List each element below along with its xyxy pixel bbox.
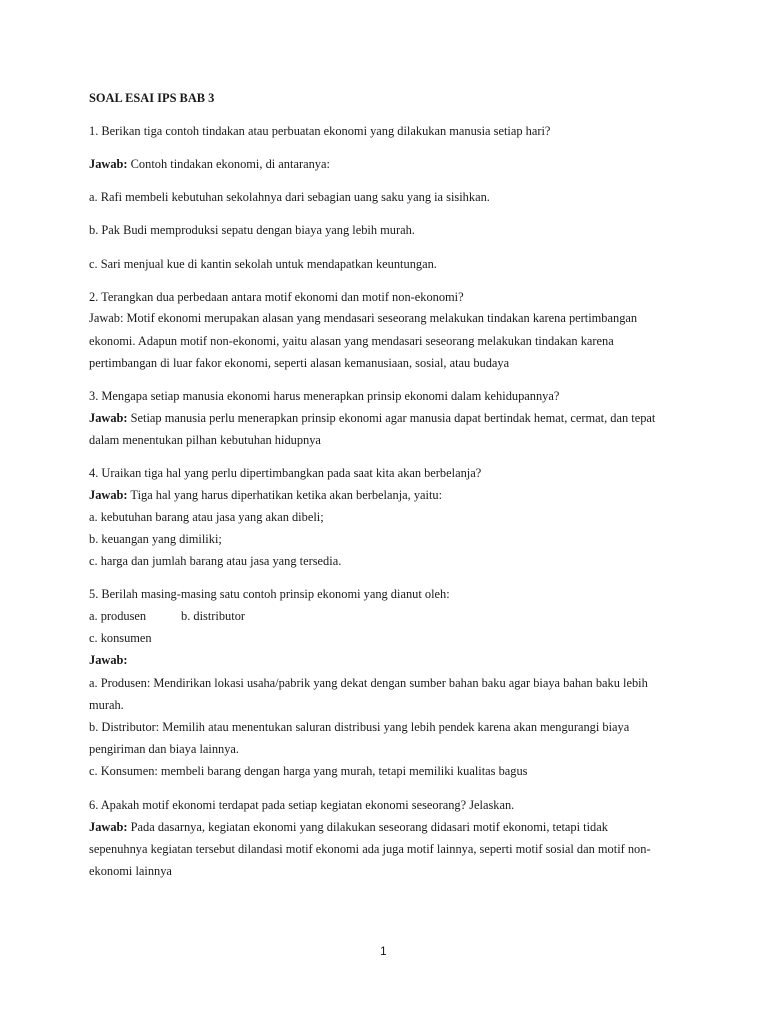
- answer-5-label: Jawab:: [89, 653, 128, 667]
- answer-2-line-1: Jawab: Motif ekonomi merupakan alasan yang mendasari seseorang melakukan tindakan karena pertimbangan: [89, 311, 638, 325]
- answer-2-line-2: ekonomi. Adapun motif non-ekonomi, yaitu alasan yang mendasari seseorang melakukan tindakan karena: [89, 334, 614, 348]
- answer-4-item-c: c. harga dan jumlah barang atau jasa yang tersedia.: [89, 554, 342, 568]
- question-3: 3. Mengapa setiap manusia ekonomi harus menerapkan prinsip ekonomi dalam kehidupannya?: [89, 389, 560, 403]
- answer-4-intro: Jawab: Tiga hal yang harus diperhatikan ketika akan berbelanja, yaitu:: [89, 488, 443, 502]
- answer-5-b-line-2: pengiriman dan biaya lainnya.: [89, 742, 240, 756]
- document-title: SOAL ESAI IPS BAB 3: [89, 91, 215, 105]
- answer-label: Jawab:: [89, 157, 128, 171]
- answer-label: Jawab:: [89, 820, 128, 834]
- question-6: 6. Apakah motif ekonomi terdapat pada setiap kegiatan ekonomi seseorang? Jelaskan.: [89, 798, 515, 812]
- question-2: 2. Terangkan dua perbedaan antara motif ekonomi dan motif non-ekonomi?: [89, 290, 464, 304]
- answer-5-b-line-1: b. Distributor: Memilih atau menentukan saluran distribusi yang lebih pendek karena akan mengurangi biaya: [89, 720, 630, 734]
- answer-6-line-1: Jawab: Pada dasarnya, kegiatan ekonomi yang dilakukan seseorang didasari motif ekonomi, tetapi tidak: [89, 820, 608, 834]
- answer-1-item-a: a. Rafi membeli kebutuhan sekolahnya dari sebagian uang saku yang ia sisihkan.: [89, 190, 490, 204]
- answer-5-a-line-1: a. Produsen: Mendirikan lokasi usaha/pabrik yang dekat dengan sumber bahan baku agar biaya bahan baku lebih: [89, 676, 648, 690]
- answer-5-a-line-2: murah.: [89, 698, 124, 712]
- answer-4-item-b: b. keuangan yang dimiliki;: [89, 532, 222, 546]
- answer-2-line-3: pertimbangan di luar fakor ekonomi, seperti alasan kemanusiaan, sosial, atau budaya: [89, 356, 510, 370]
- answer-3-line-2: dalam menentukan pilhan kebutuhan hidupnya: [89, 433, 321, 447]
- question-4: 4. Uraikan tiga hal yang perlu dipertimbangkan pada saat kita akan berbelanja?: [89, 466, 482, 480]
- answer-1-item-c: c. Sari menjual kue di kantin sekolah untuk mendapatkan keuntungan.: [89, 257, 437, 271]
- answer-6-line-2: sepenuhnya kegiatan tersebut dilandasi motif ekonomi ada juga motif lainnya, seperti motif sosial dan motif non-: [89, 842, 651, 856]
- option-c: c. konsumen: [89, 631, 152, 645]
- page-number: 1: [380, 944, 387, 958]
- question-5-options: [89, 609, 245, 624]
- option-b: b. distributor: [181, 609, 246, 623]
- answer-3-line-1: Jawab: Setiap manusia perlu menerapkan prinsip ekonomi agar manusia dapat bertindak hemat, cermat, dan tepat: [89, 411, 656, 425]
- question-1: 1. Berikan tiga contoh tindakan atau perbuatan ekonomi yang dilakukan manusia setiap hari?: [89, 124, 551, 138]
- answer-label: Jawab:: [89, 411, 128, 425]
- answer-1-intro: Jawab: Contoh tindakan ekonomi, di antaranya:: [89, 157, 330, 171]
- answer-1-item-b: b. Pak Budi memproduksi sepatu dengan biaya yang lebih murah.: [89, 223, 415, 237]
- answer-label: Jawab:: [89, 488, 128, 502]
- option-a: a. produsen: [89, 609, 147, 623]
- question-5: 5. Berilah masing-masing satu contoh prinsip ekonomi yang dianut oleh:: [89, 587, 450, 601]
- answer-6-line-3: ekonomi lainnya: [89, 864, 172, 878]
- answer-4-item-a: a. kebutuhan barang atau jasa yang akan dibeli;: [89, 510, 324, 524]
- answer-5-c-line-1: c. Konsumen: membeli barang dengan harga yang murah, tetapi memiliki kualitas bagus: [89, 764, 528, 778]
